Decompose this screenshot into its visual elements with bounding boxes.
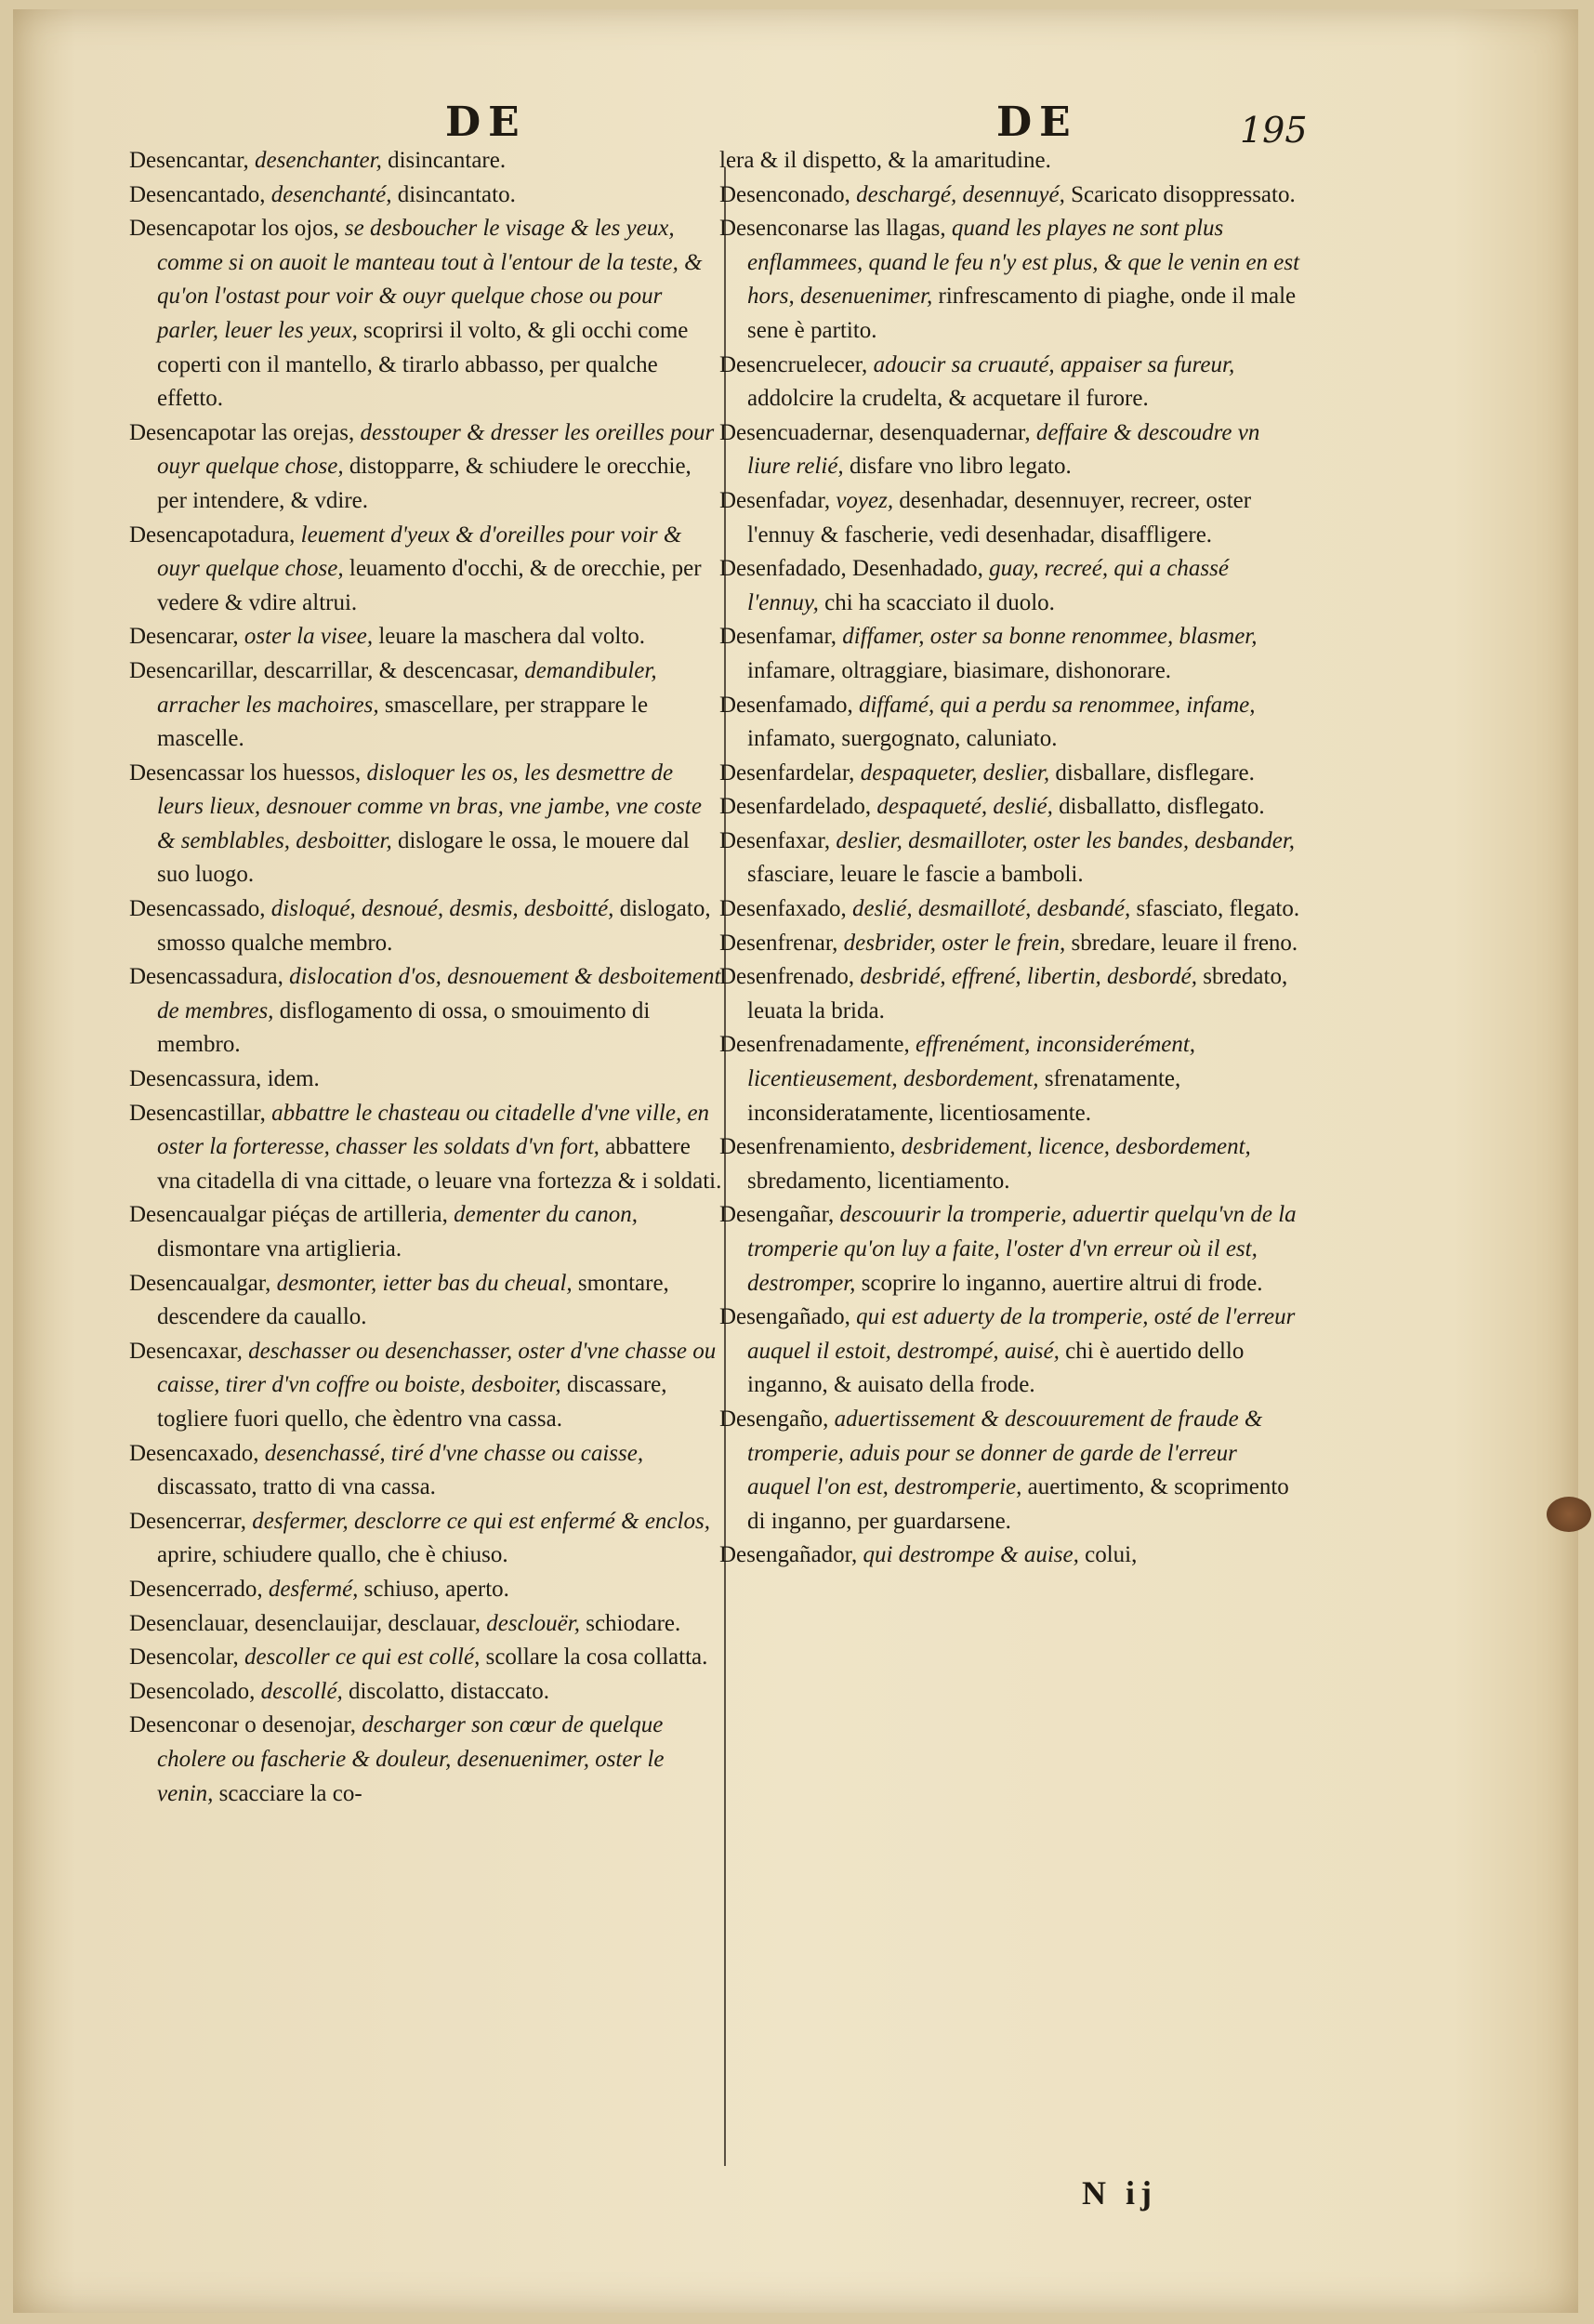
entry-french-gloss: desenchanter,	[255, 148, 382, 173]
dictionary-entry	[129, 1198, 724, 1266]
entry-italian-gloss: scoprirsi il volto, & gli occhi come coperti con il mantello, & tirarlo abbasso, per qualche effetto.	[157, 317, 689, 412]
dictionary-entry	[719, 927, 1300, 961]
entry-italian-gloss: scoprire lo inganno, auertire altrui di frode.	[861, 1270, 1263, 1296]
dictionary-entry	[719, 1538, 1300, 1573]
entry-italian-gloss: Scaricato disoppressato.	[1071, 181, 1296, 207]
entry-italian-gloss: discassato, tratto di vna cassa.	[157, 1474, 436, 1500]
entry-headword: Desenfamar,	[719, 624, 837, 650]
entry-headword: Desencapotar los ojos,	[129, 216, 339, 242]
entry-italian-gloss: leuamento d'occhi, & de orecchie, per vedere & vdire altrui.	[157, 556, 702, 615]
entry-italian-gloss: chi ha scacciato il duolo.	[824, 589, 1055, 615]
entry-headword: Desencaualgar,	[129, 1270, 271, 1296]
entry-headword: Desenfrenado,	[719, 964, 855, 990]
entry-italian-gloss: disballare, disflegare.	[1055, 759, 1255, 786]
entry-headword: Desencassura,	[129, 1066, 262, 1092]
entry-headword: Desencolado,	[129, 1678, 256, 1704]
entry-french-gloss: desenchassé, tiré d'vne chasse ou caisse,	[264, 1440, 644, 1466]
entry-headword: Desengaño,	[719, 1406, 829, 1432]
entry-french-gloss: qui est aduerty de la tromperie, osté de l'erreur auquel il estoit, destrompé, auisé,	[747, 1304, 1296, 1364]
page-number: 195	[1240, 110, 1308, 151]
running-head-right: DE	[996, 99, 1078, 146]
dictionary-entry	[719, 144, 1300, 178]
dictionary-entry	[129, 1097, 724, 1199]
dictionary-entry	[129, 1505, 724, 1573]
entry-headword: Desencapotadura,	[129, 522, 296, 548]
entry-french-gloss: descouurir la tromperie, aduertir quelqu'vn de la tromperie qu'on luy a faite, l'oster d'vn erreur où il est, destromper,	[747, 1202, 1297, 1296]
entry-headword: Desenfardelado,	[719, 794, 872, 820]
dictionary-entry	[719, 892, 1300, 927]
entry-headword: Desencerrado,	[129, 1576, 263, 1602]
dictionary-entry	[719, 825, 1300, 892]
dictionary-entry	[719, 416, 1300, 484]
entry-italian-gloss: discolatto, distaccato.	[349, 1678, 549, 1704]
entry-italian-gloss: sfasciare, leuare le fascie a bamboli.	[747, 862, 1084, 888]
entry-italian-gloss: dislogato, smosso qualche membro.	[157, 896, 711, 956]
entry-headword: Desengañador,	[719, 1542, 858, 1568]
entry-french-gloss: adoucir sa cruauté, appaiser sa fureur,	[873, 351, 1235, 377]
entry-french-gloss: leuement d'yeux & d'oreilles pour voir & ouyr quelque chose,	[157, 522, 682, 582]
entry-french-gloss: voyez,	[836, 487, 894, 513]
signature-mark: N ij	[1082, 2174, 1157, 2212]
dictionary-entry	[129, 1335, 724, 1437]
entry-headword: Desenfrenamiento,	[719, 1134, 896, 1160]
entry-italian-gloss: sfasciato, flegato.	[1136, 896, 1300, 922]
dictionary-entry	[129, 1063, 724, 1097]
entry-french-gloss: abbattre le chasteau ou citadelle d'vne ville, en oster la forteresse, chasser les soldats d'vn fort,	[157, 1100, 710, 1160]
entry-headword: Desenfaxar,	[719, 827, 831, 853]
running-head-left: DE	[445, 99, 527, 146]
entry-headword: Desencolar,	[129, 1644, 239, 1670]
entry-italian-gloss: disfare vno libro legato.	[849, 454, 1072, 480]
entry-french-gloss: guay, recreé, qui a chassé l'ennuy,	[747, 556, 1229, 615]
dictionary-entry	[129, 1675, 724, 1710]
dictionary-entry	[719, 212, 1300, 348]
entry-french-gloss: aduertissement & descouurement de fraude & tromperie, aduis pour se donner de garde de l'erreur auquel l'on est, destromperie,	[747, 1406, 1263, 1500]
entry-italian-gloss: addolcire la crudelta, & acquetare il furore.	[747, 386, 1149, 412]
entry-italian-gloss: sfrenatamente, inconsideratamente, licentiosamente.	[747, 1066, 1181, 1126]
dictionary-entry	[129, 519, 724, 621]
entry-headword: Desencuadernar, desenquadernar,	[719, 419, 1031, 445]
dictionary-entry	[719, 1198, 1300, 1301]
entry-headword: Desenclauar, desenclauijar, desclauar,	[129, 1610, 481, 1636]
entry-italian-gloss: dislogare le ossa, le mouere dal suo luogo.	[157, 827, 690, 888]
dictionary-entry	[129, 212, 724, 416]
entry-french-gloss: descharger son cœur de quelque cholere ou fascherie & douleur, desenuenimer, oster le venin,	[157, 1712, 665, 1806]
dictionary-entry	[129, 144, 724, 178]
entry-italian-gloss: desenhadar, desennuyer, recreer, oster l'ennuy & fascherie, vedi desenhadar, disaffligere.	[747, 487, 1252, 548]
entry-french-gloss: desclouër,	[486, 1610, 580, 1636]
entry-french-gloss: disloquer les os, les desmettre de leurs lieux, desnouer comme vn bras, vne jambe, vne coste & semblables, desboitter,	[157, 759, 702, 853]
entry-french-gloss: deffaire & descoudre vn liure relié,	[747, 419, 1260, 480]
dictionary-entry	[719, 960, 1300, 1028]
entry-french-gloss: effrenément, inconsiderément, licentieusement, desbordement,	[747, 1032, 1196, 1092]
entry-french-gloss: desenchanté,	[270, 181, 392, 207]
dictionary-entry	[719, 1130, 1300, 1198]
entry-headword: Desenfardelar,	[719, 759, 855, 786]
entry-french-gloss: desmonter, ietter bas du cheual,	[276, 1270, 573, 1296]
entry-italian-gloss: idem.	[267, 1066, 320, 1092]
entry-italian-gloss: scacciare la co-	[218, 1780, 362, 1806]
entry-headword: Desencantado,	[129, 181, 266, 207]
dictionary-entry	[129, 1573, 724, 1607]
entry-headword: Desenfrenadamente,	[719, 1032, 910, 1058]
entry-headword: Desenconar o desenojar,	[129, 1712, 357, 1738]
left-column	[129, 144, 724, 1811]
dictionary-entry	[719, 484, 1300, 552]
entry-french-gloss: disloqué, desnoué, desmis, desboitté,	[270, 896, 614, 922]
entry-italian-gloss: colui,	[1085, 1542, 1138, 1568]
dictionary-entry	[129, 757, 724, 892]
entry-french-gloss: desbrider, oster le frein,	[843, 930, 1066, 956]
dictionary-entry	[129, 1709, 724, 1811]
entry-headword: Desenfaxado,	[719, 896, 847, 922]
entry-italian-gloss: auertimento, & scoprimento di inganno, per guardarsene.	[747, 1474, 1289, 1534]
entry-french-gloss: desstouper & dresser les oreilles pour ouyr quelque chose,	[157, 419, 715, 480]
entry-headword: Desenfamado,	[719, 692, 853, 718]
entry-headword: Desencassadura,	[129, 964, 283, 990]
dictionary-entry	[129, 416, 724, 519]
entry-french-gloss: desfermer, desclorre ce qui est enfermé & enclos,	[252, 1508, 710, 1534]
dictionary-entry	[719, 689, 1300, 757]
entry-headword: Desenfrenar,	[719, 930, 838, 956]
entry-italian-gloss: infamare, oltraggiare, biasimare, dishonorare.	[747, 657, 1172, 683]
entry-french-gloss: se desboucher le visage & les yeux, comme si on auoit le manteau tout à l'entour de la teste, & qu'on l'ostast pour voir & ouyr quelque chose ou pour parler, leuer les yeux,	[157, 216, 703, 343]
entry-italian-gloss: chi è auertido dello inganno, & auisato della frode.	[747, 1338, 1245, 1398]
entry-headword: Desenfadar,	[719, 487, 831, 513]
entry-headword: Desencassar los huessos,	[129, 759, 362, 786]
entry-headword: Desencaxado,	[129, 1440, 259, 1466]
dictionary-entry	[129, 620, 724, 654]
entry-italian-gloss: disincantare.	[388, 148, 507, 173]
dictionary-entry	[129, 1437, 724, 1505]
dictionary-entry	[129, 1267, 724, 1335]
entry-french-gloss: desbridé, effrené, libertin, desbordé,	[860, 964, 1197, 990]
entry-italian-gloss: leuare la maschera dal volto.	[378, 624, 646, 650]
entry-french-gloss: deschargé, desennuyé,	[856, 181, 1065, 207]
entry-french-gloss: despaqueter, deslier,	[860, 759, 1050, 786]
entry-french-gloss: diffamer, oster sa bonne renommee, blasmer,	[842, 624, 1258, 650]
entry-headword: Desencarar,	[129, 624, 239, 650]
entry-french-gloss: deslié, desmailloté, desbandé,	[852, 896, 1131, 922]
entry-italian-gloss: smascellare, per strappare le mascelle.	[157, 692, 649, 752]
entry-headword: Desengañado,	[719, 1304, 850, 1330]
dictionary-entry	[719, 757, 1300, 791]
entry-headword: Desencassado,	[129, 896, 266, 922]
dictionary-entry	[129, 960, 724, 1063]
entry-italian-gloss: lera & il dispetto, & la amaritudine.	[719, 148, 1051, 173]
entry-french-gloss: quand les playes ne sont plus enflammees, quand le feu n'y est plus, & que le venin en est hors, desenuenimer,	[747, 216, 1300, 310]
entry-french-gloss: descollé,	[260, 1678, 343, 1704]
entry-french-gloss: oster la visee,	[244, 624, 374, 650]
entry-headword: Desencerrar,	[129, 1508, 246, 1534]
entry-headword: Desencarillar, descarrillar, & descencasar,	[129, 657, 519, 683]
dictionary-entry	[719, 552, 1300, 620]
entry-italian-gloss: rinfrescamento di piaghe, onde il male sene è partito.	[747, 284, 1297, 343]
right-column	[719, 144, 1300, 1573]
dictionary-entry	[719, 620, 1300, 688]
entry-italian-gloss: infamato, suergognato, caluniato.	[747, 726, 1058, 752]
entry-headword: Desencastillar,	[129, 1100, 266, 1126]
dictionary-entry	[129, 1641, 724, 1675]
entry-italian-gloss: disincantato.	[397, 181, 516, 207]
dictionary-entry	[719, 790, 1300, 825]
entry-french-gloss: deschasser ou desenchasser, oster d'vne chasse ou caisse, tirer d'vn coffre ou boiste, desboiter,	[157, 1338, 717, 1398]
dictionary-entry	[719, 1028, 1300, 1130]
entry-french-gloss: qui destrompe & auise,	[863, 1542, 1079, 1568]
entry-italian-gloss: disballatto, disflegato.	[1059, 794, 1265, 820]
entry-italian-gloss: distopparre, & schiudere le orecchie, per intendere, & vdire.	[157, 454, 692, 513]
dictionary-entry	[719, 349, 1300, 416]
entry-italian-gloss: sbredamento, licentiamento.	[747, 1168, 1010, 1194]
entry-italian-gloss: sbredare, leuare il freno.	[1071, 930, 1298, 956]
entry-headword: Desenconado,	[719, 181, 850, 207]
entry-italian-gloss: abbattere vna citadella di vna cittade, o leuare vna fortezza & i soldati.	[157, 1134, 722, 1194]
entry-french-gloss: dislocation d'os, desnouement & desboitement de membres,	[157, 964, 721, 1023]
entry-italian-gloss: smontare, descendere da cauallo.	[157, 1270, 669, 1330]
book-page	[13, 9, 1578, 2313]
entry-headword: Desencantar,	[129, 148, 249, 173]
dictionary-entry	[719, 1403, 1300, 1538]
entry-italian-gloss: dismontare vna artiglieria.	[157, 1236, 402, 1261]
entry-french-gloss: desfermé,	[268, 1576, 359, 1602]
entry-italian-gloss: sbredato, leuata la brida.	[747, 964, 1288, 1023]
entry-french-gloss: deslier, desmailloter, oster les bandes, desbander,	[836, 827, 1296, 853]
entry-headword: Desencaxar,	[129, 1338, 243, 1364]
entry-french-gloss: demandibuler, arracher les machoires,	[157, 657, 657, 718]
entry-italian-gloss: disflogamento di ossa, o smouimento di membro.	[157, 997, 651, 1058]
entry-headword: Desencaualgar piéças de artilleria,	[129, 1202, 448, 1228]
entry-italian-gloss: schiodare.	[586, 1610, 681, 1636]
dictionary-entry	[719, 1301, 1300, 1403]
entry-french-gloss: diffamé, qui a perdu sa renommee, infame,	[858, 692, 1256, 718]
entry-headword: Desenconarse las llagas,	[719, 216, 946, 242]
dictionary-entry	[129, 1607, 724, 1642]
entry-italian-gloss: aprire, schiudere quallo, che è chiuso.	[157, 1542, 508, 1568]
entry-headword: Desengañar,	[719, 1202, 835, 1228]
entry-italian-gloss: schiuso, aperto.	[363, 1576, 509, 1602]
dictionary-entry	[719, 178, 1300, 213]
dictionary-entry	[129, 892, 724, 960]
entry-headword: Desencapotar las orejas,	[129, 419, 355, 445]
entry-french-gloss: descoller ce qui est collé,	[244, 1644, 481, 1670]
entry-french-gloss: dementer du canon,	[454, 1202, 638, 1228]
entry-headword: Desenfadado, Desenhadado,	[719, 556, 983, 582]
entry-french-gloss: despaqueté, deslié,	[876, 794, 1053, 820]
dictionary-entry	[129, 178, 724, 213]
paper-stain	[1547, 1497, 1591, 1532]
dictionary-entry	[129, 654, 724, 757]
entry-french-gloss: desbridement, licence, desbordement,	[901, 1134, 1251, 1160]
entry-italian-gloss: discassare, togliere fuori quello, che èdentro vna cassa.	[157, 1372, 667, 1432]
entry-headword: Desencruelecer,	[719, 351, 868, 377]
entry-italian-gloss: scollare la cosa collatta.	[485, 1644, 708, 1670]
